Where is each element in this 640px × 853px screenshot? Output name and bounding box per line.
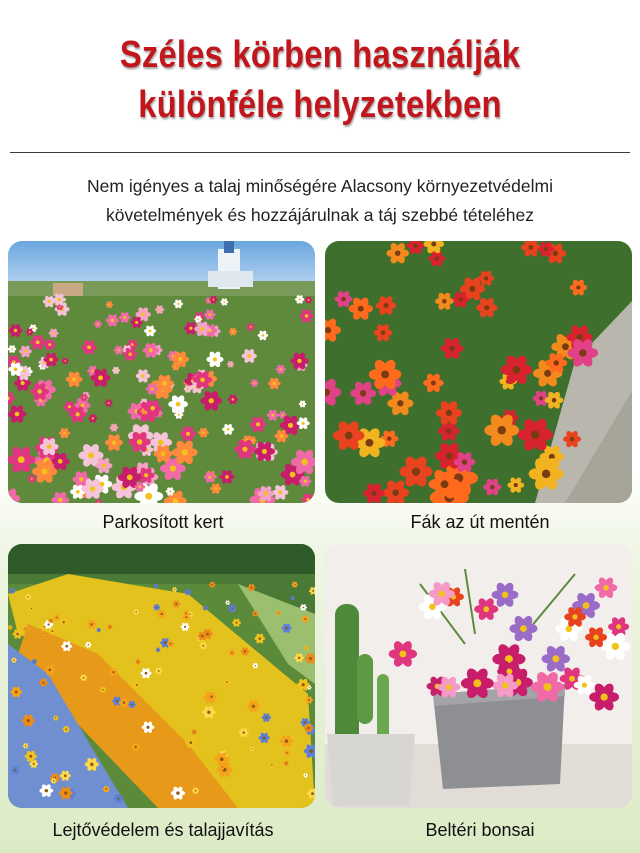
- indoor-bonsai-photo: [325, 544, 632, 808]
- subtitle-line-1: Nem igényes a talaj minőségére Alacsony környezetvédelmi: [87, 176, 553, 196]
- caption-bonsai: Beltéri bonsai: [425, 820, 535, 840]
- caption-park-garden: Parkosított kert: [102, 512, 224, 532]
- slope-image: [8, 544, 315, 808]
- park-garden-image: [8, 241, 315, 503]
- roadside-image: [325, 241, 632, 503]
- roadside-trees-photo: [325, 241, 632, 503]
- caption-roadside: Fák az út mentén: [410, 512, 550, 532]
- park-garden-photo: [8, 241, 315, 503]
- title-line-1: Széles körben használják: [119, 34, 521, 76]
- caption-slope: Lejtővédelem és talajjavítás: [52, 820, 274, 840]
- title-line-2: különféle helyzetekben: [138, 84, 502, 126]
- title-divider: [10, 152, 630, 153]
- bonsai-image: [325, 544, 632, 808]
- page-title: [45, 30, 595, 130]
- subtitle: [0, 172, 640, 230]
- slope-protection-photo: [8, 544, 315, 808]
- subtitle-line-2: követelmények és hozzájárulnak a táj szebbé tételéhez: [105, 205, 535, 225]
